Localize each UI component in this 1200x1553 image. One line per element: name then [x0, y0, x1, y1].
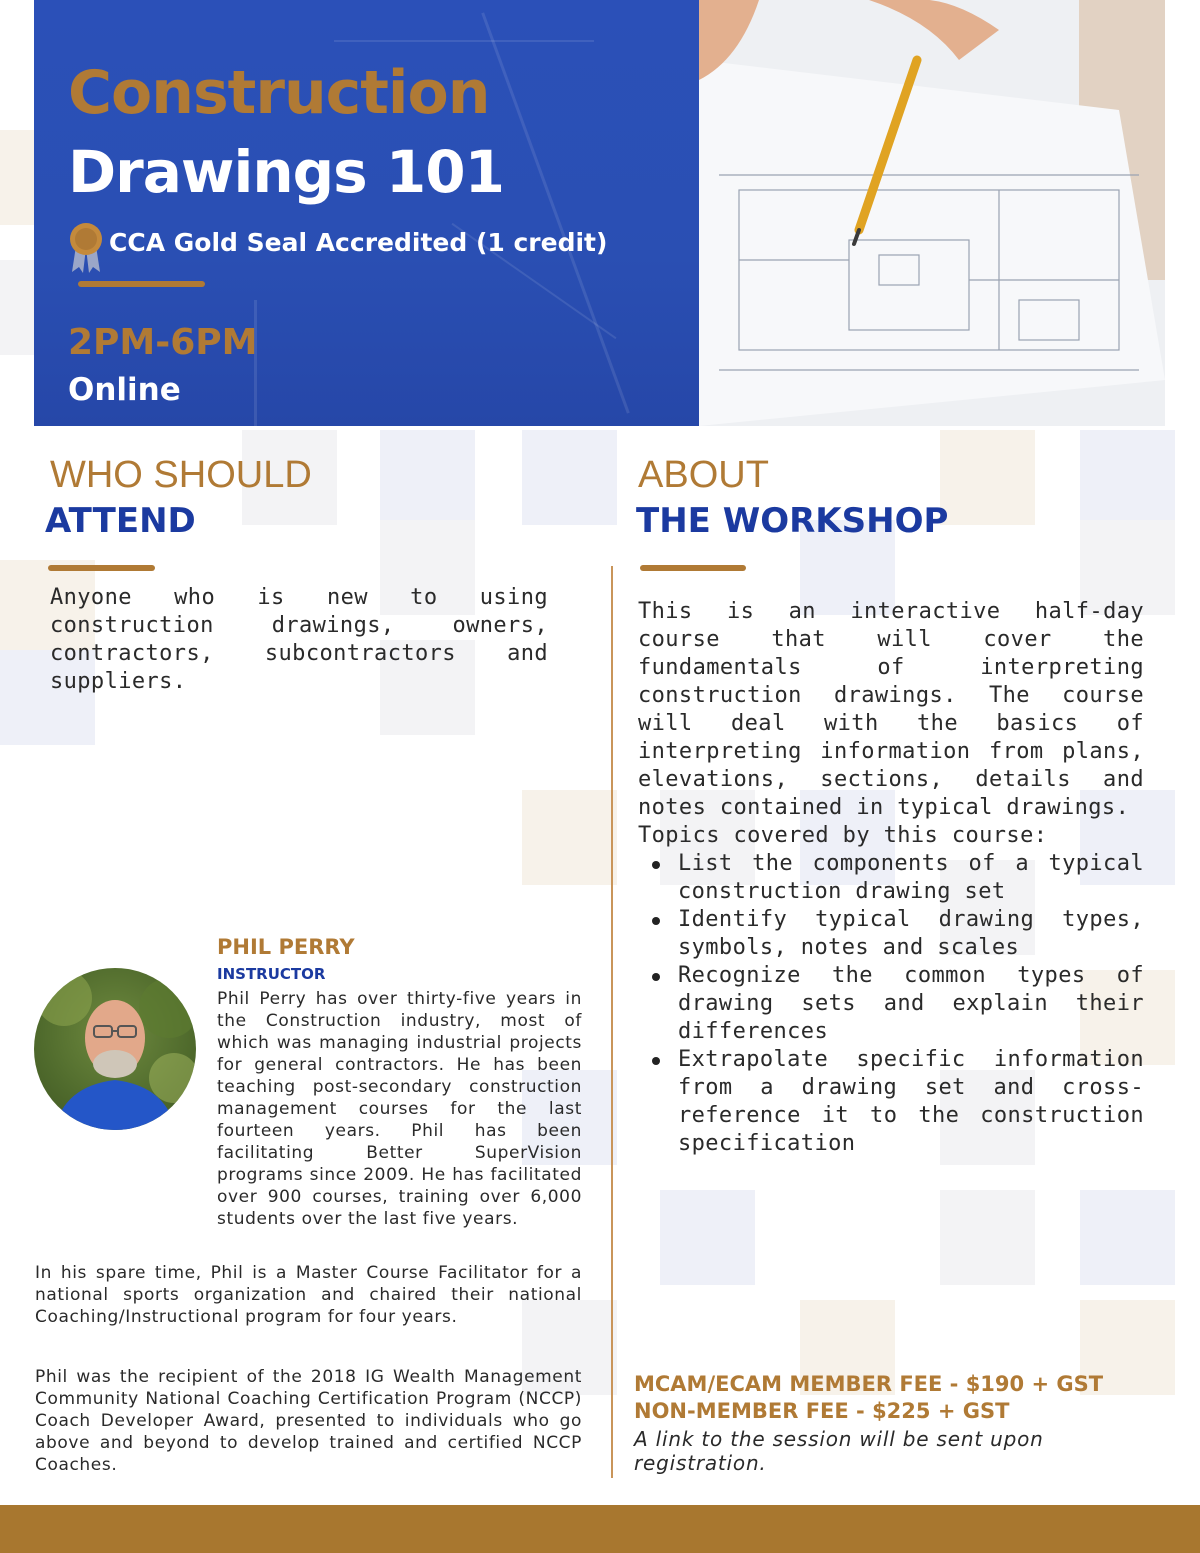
non-member-fee: NON-MEMBER FEE - $225 + GST — [634, 1399, 1010, 1423]
instructor-role: INSTRUCTOR — [217, 965, 326, 983]
who-heading-light: WHO SHOULD — [50, 454, 312, 496]
hero-title-line2: Drawings 101 — [68, 138, 504, 206]
about-text: This is an interactive half-day course that will cover the fundamentals of interpreting construction drawings. The course will deal with the basics of interpreting information from plans, elevations, sections, details and notes contained in typical drawings. — [638, 599, 1144, 820]
list-item: Recognize the common types of drawing sets and explain their differences — [638, 962, 1144, 1046]
column-divider — [611, 566, 613, 1478]
instructor-photo — [34, 968, 196, 1130]
hero-title-line1: Construction — [68, 58, 490, 128]
blueprint-illustration — [699, 0, 1165, 426]
avatar — [34, 968, 196, 1130]
event-location: Online — [68, 372, 181, 408]
member-fee: MCAM/ECAM MEMBER FEE - $190 + GST — [634, 1372, 1104, 1396]
gold-seal-icon — [68, 222, 104, 274]
hero-photo — [699, 0, 1165, 426]
accreditation-label: CCA Gold Seal Accredited (1 credit) — [109, 228, 608, 257]
registration-note: A link to the session will be sent upon registration. — [634, 1427, 1044, 1475]
topics-list — [638, 850, 1144, 1158]
about-heading-light: ABOUT — [638, 454, 769, 496]
hero-divider — [78, 281, 205, 287]
instructor-bio-2: In his spare time, Phil is a Master Course Facilitator for a national sports organization and chaired their national Coaching/Instructional program for four years. — [35, 1263, 582, 1327]
topics-section — [638, 822, 1144, 1158]
about-divider — [640, 565, 746, 571]
topics-heading: Topics covered by this course: — [638, 823, 1048, 848]
list-item: Identify typical drawing types, symbols, notes and scales — [638, 906, 1144, 962]
list-item: Extrapolate specific information from a drawing set and cross-reference it to the construction specification — [638, 1046, 1144, 1158]
who-heading-bold: ATTEND — [45, 501, 196, 541]
instructor-name: PHIL PERRY — [217, 935, 355, 959]
about-heading-bold: THE WORKSHOP — [636, 501, 949, 541]
instructor-bio-3: Phil was the recipient of the 2018 IG Wealth Management Community National Coaching Certification Program (NCCP) Coach Developer Award, presented to individuals who go above and beyond to develop trained and certified NCCP Coaches. — [35, 1367, 582, 1475]
list-item: List the components of a typical construction drawing set — [638, 850, 1144, 906]
who-text: Anyone who is new to using construction drawings, owners, contractors, subcontractors and suppliers. — [50, 585, 548, 694]
event-time: 2PM-6PM — [68, 322, 258, 363]
footer-bar — [0, 1505, 1200, 1553]
who-divider — [48, 565, 155, 571]
instructor-bio-1: Phil Perry has over thirty-five years in the Construction industry, most of which was managing industrial projects for general contractors. He has been teaching post-secondary construction management courses for the last fourteen years. Phil has been facilitating Better SuperVision programs since 2009. He has facilitated over 900 courses, training over 6,000 students over the last five years. — [217, 989, 582, 1229]
